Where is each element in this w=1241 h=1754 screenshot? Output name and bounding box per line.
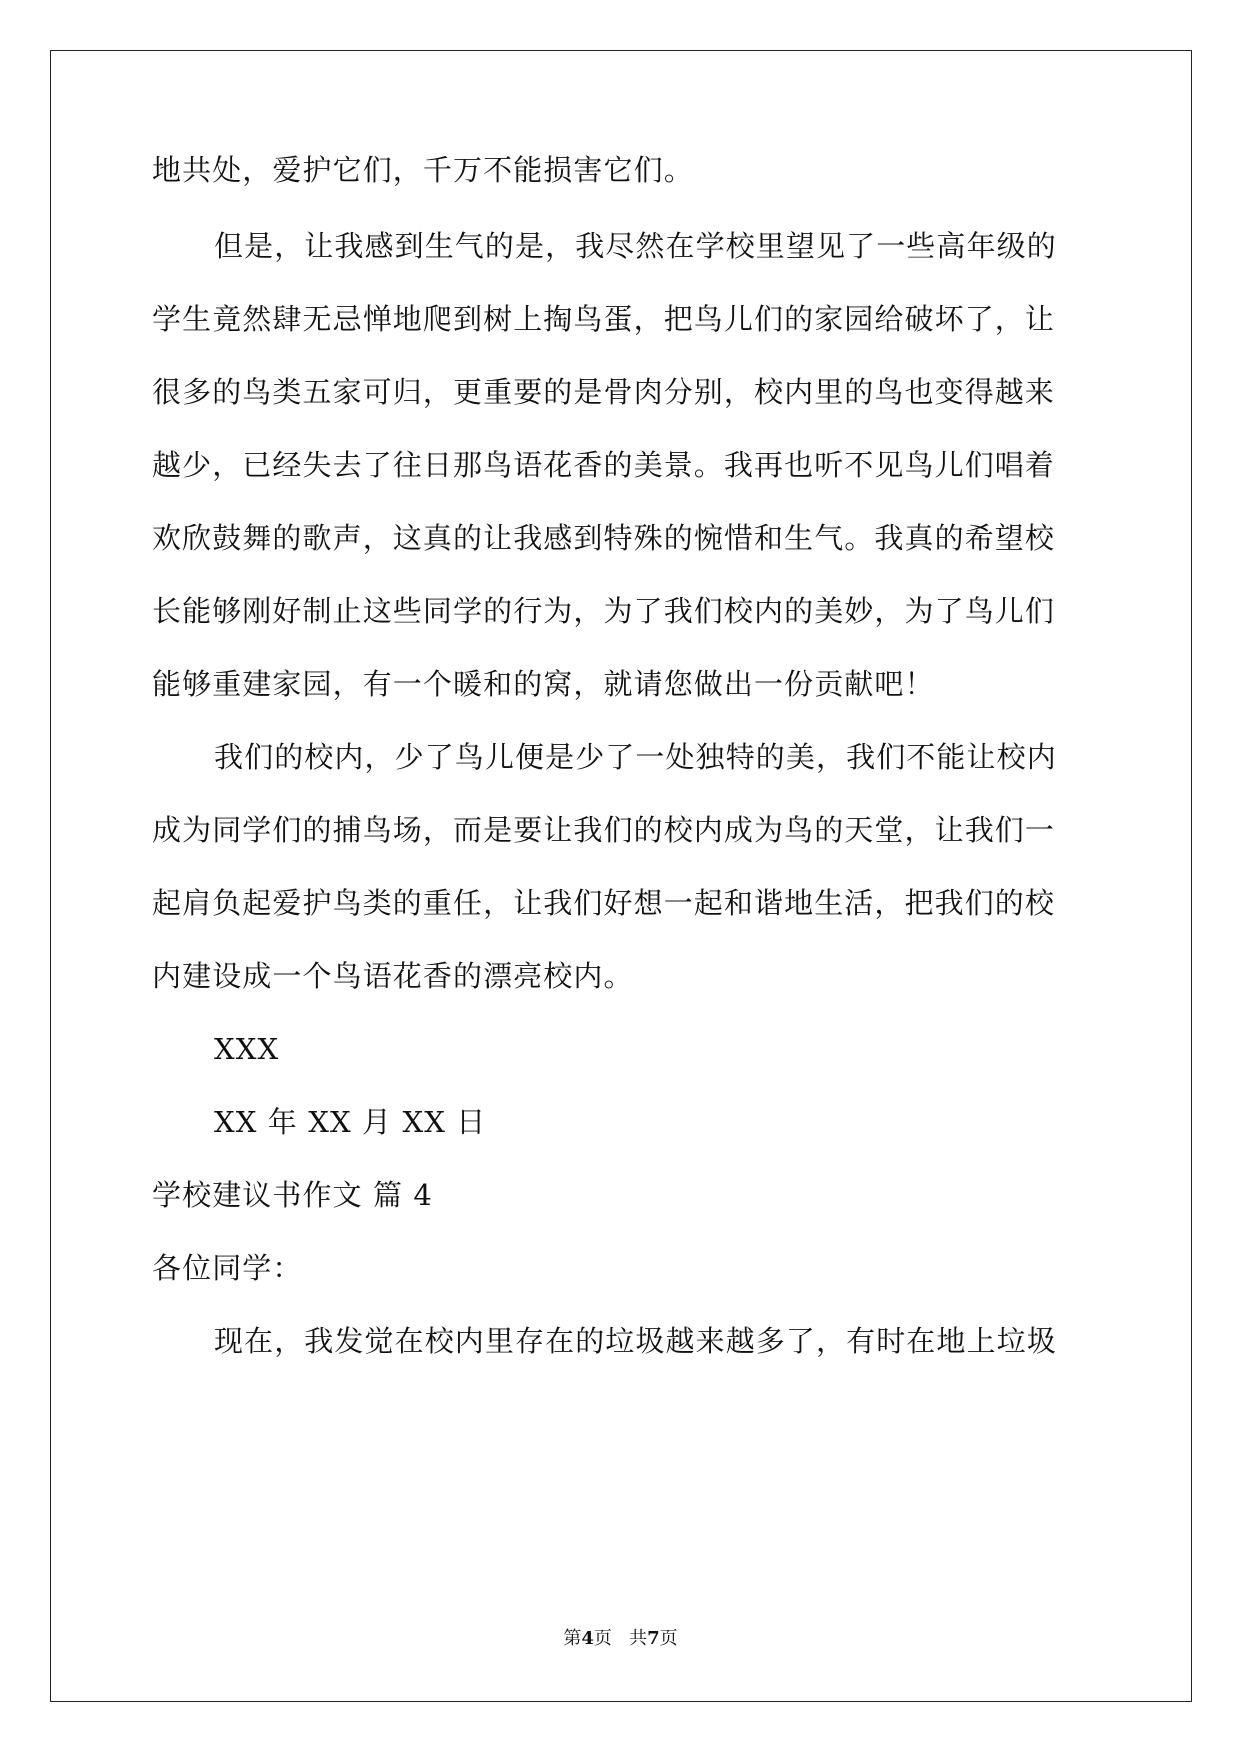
paragraph-line: 很多的鸟类五家可归，更重要的是骨肉分别，校内里的鸟也变得越来 (152, 375, 1056, 409)
paragraph-line: 现在，我发觉在校内里存在的垃圾越来越多了，有时在地上垃圾 (214, 1324, 1057, 1358)
paragraph-line: 欢欣鼓舞的歌声，这真的让我感到特殊的惋惜和生气。我真的希望校 (152, 521, 1056, 555)
signature-date: XX 年 XX 月 XX 日 (214, 1105, 487, 1139)
paragraph-line: 起肩负起爱护鸟类的重任，让我们好想一起和谐地生活，把我们的校 (152, 886, 1056, 920)
paragraph-line: 地共处，爱护它们，千万不能损害它们。 (152, 153, 694, 187)
page-number-prefix: 第 (563, 1628, 582, 1649)
page-footer (0, 1627, 1241, 1651)
paragraph-line: 越少，已经失去了往日那鸟语花香的美景。我再也听不见鸟儿们唱着 (152, 448, 1056, 482)
total-page-count: 7 (647, 1628, 660, 1649)
paragraph-line: 我们的校内，少了鸟儿便是少了一处独特的美，我们不能让校内 (214, 740, 1057, 774)
current-page-number: 4 (581, 1628, 594, 1649)
total-pages-suffix: 页 (659, 1628, 678, 1649)
paragraph-line: 能够重建家园，有一个暖和的窝，就请您做出一份贡献吧！ (152, 667, 935, 701)
paragraph-line: 学生竟然肆无忌惮地爬到树上掏鸟蛋，把鸟儿们的家园给破坏了，让 (152, 302, 1056, 336)
page-border (50, 50, 1192, 1702)
signature-name: XXX (214, 1032, 280, 1066)
paragraph-line: 内建设成一个鸟语花香的漂亮校内。 (152, 959, 634, 993)
page-number-suffix: 页 (593, 1628, 612, 1649)
total-pages-prefix: 共 (629, 1628, 648, 1649)
paragraph-line: 成为同学们的捕鸟场，而是要让我们的校内成为鸟的天堂，让我们一 (152, 813, 1056, 847)
paragraph-line: 但是，让我感到生气的是，我尽然在学校里望见了一些高年级的 (214, 229, 1057, 263)
paragraph-line: 长能够刚好制止这些同学的行为，为了我们校内的美妙，为了鸟儿们 (152, 594, 1056, 628)
salutation: 各位同学： (152, 1251, 303, 1285)
section-heading: 学校建议书作文 篇 4 (152, 1178, 433, 1212)
